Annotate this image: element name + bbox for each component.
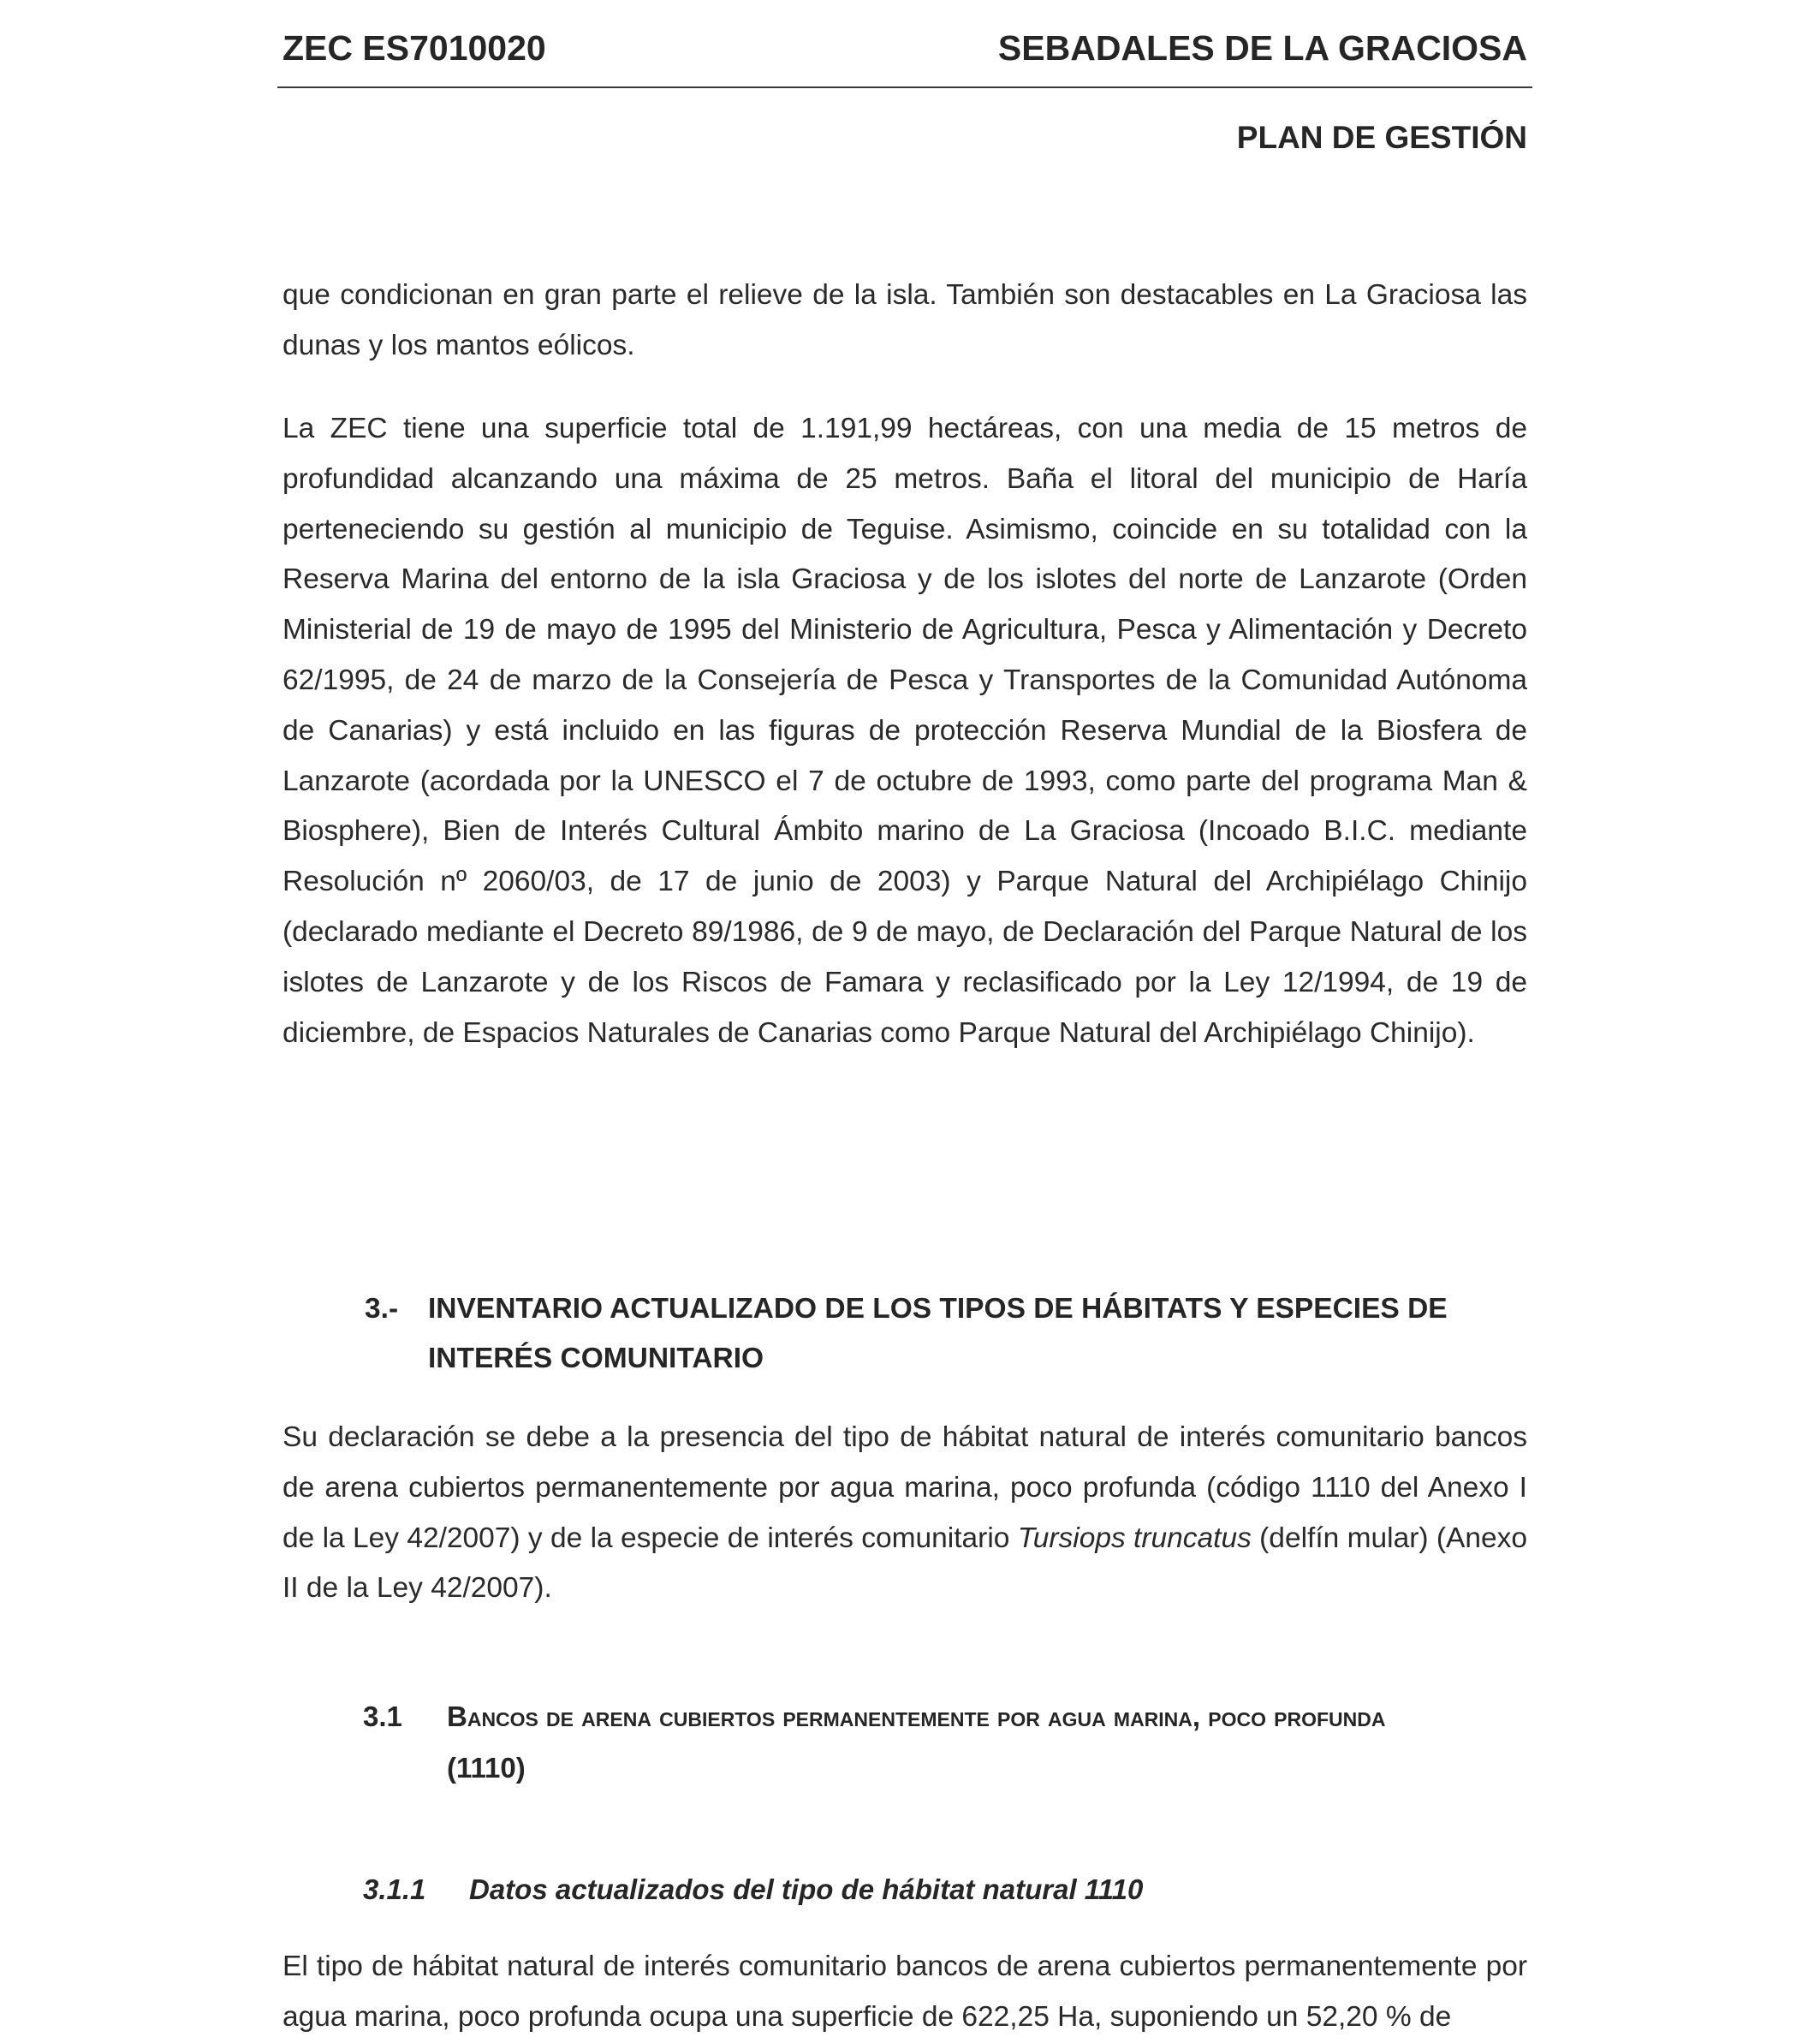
section-3-1-title: Bancos de arena cubiertos permanentemente por agua marina, poco profunda (1110): [447, 1701, 1386, 1784]
paragraph-habitat-data: El tipo de hábitat natural de interés comunitario bancos de arena cubiertos permanentemente por agua marina, poco profunda ocupa una superficie de 622,25 Ha, suponiendo un 52,20 % de: [283, 1951, 1527, 2033]
header-site-code: ZEC ES7010020: [283, 28, 546, 68]
section-3-1-1-number: 3.1.1: [363, 1873, 426, 1905]
section-3-1-number: 3.1: [363, 1701, 402, 1732]
section-3-number: 3.-: [365, 1293, 399, 1325]
section-3-1-heading: [363, 1691, 1476, 1794]
section-3-title: INVENTARIO ACTUALIZADO DE LOS TIPOS DE HÁBITATS Y ESPECIES DE INTERÉS COMUNITARIO: [428, 1293, 1448, 1374]
declaration-text-end: (delfín mular) (Anexo II de la Ley 42/2007).: [283, 1522, 1527, 1605]
section-3-1-1-heading: [363, 1865, 1476, 1915]
header-document-type: PLAN DE GESTIÓN: [1236, 120, 1527, 155]
section-3-1-1-title: Datos actualizados del tipo de hábitat natural 1110: [469, 1873, 1144, 1905]
species-name: Tursiops truncatus: [1017, 1522, 1252, 1554]
paragraph-declaration: [283, 1413, 1527, 1614]
section-3-heading: [365, 1284, 1478, 1384]
declaration-text-start: Su declaración se debe a la presencia del tipo de hábitat natural de interés comunitario bancos de arena cubiertos permanentemente por agua marina, poco profunda (código 1110 del Anexo I de la Ley 42/2007) y de la especie de interés comunitario: [283, 1421, 1527, 1554]
page-header: [283, 21, 1527, 68]
paragraph-zec-description: La ZEC tiene una superficie total de 1.191,99 hectáreas, con una media de 15 metros de profundidad alcanzando una máxima de 25 metros. Baña el litoral del municipio de Haría perteneciendo su gestión al municipio de Teguise. Asimismo, coincide en su totalidad con la Reserva Marina del entorno de la isla Graciosa y de los islotes del norte de Lanzarote (Orden Ministerial de 19 de mayo de 1995 del Ministerio de Agricultura, Pesca y Alimentación y Decreto 62/1995, de 24 de marzo de la Consejería de Pesca y Transportes de la Comunidad Autónoma de Canarias) y está incluido en las figuras de protección Reserva Mundial de la Biosfera de Lanzarote (acordada por la UNESCO el 7 de octubre de 1993, como parte del programa Man & Biosphere), Bien de Interés Cultural Ámbito marino de La Graciosa (Incoado B.I.C. mediante Resolución nº 2060/03, de 17 de junio de 2003) y Parque Natural del Archipiélago Chinijo (declarado mediante el Decreto 89/1986, de 9 de mayo, de Declaración del Parque Natural de los islotes de Lanzarote y de los Riscos de Famara y reclasificado por la Ley 12/1994, de 19 de diciembre, de Espacios Naturales de Canarias como Parque Natural del Archipiélago Chinijo).: [283, 413, 1527, 1049]
paragraph-relief: que condicionan en gran parte el relieve de la isla. También son destacables en La Graciosa las dunas y los mantos eólicos.: [283, 279, 1527, 361]
header-site-name: SEBADALES DE LA GRACIOSA: [997, 28, 1527, 68]
header-divider: [277, 86, 1532, 88]
